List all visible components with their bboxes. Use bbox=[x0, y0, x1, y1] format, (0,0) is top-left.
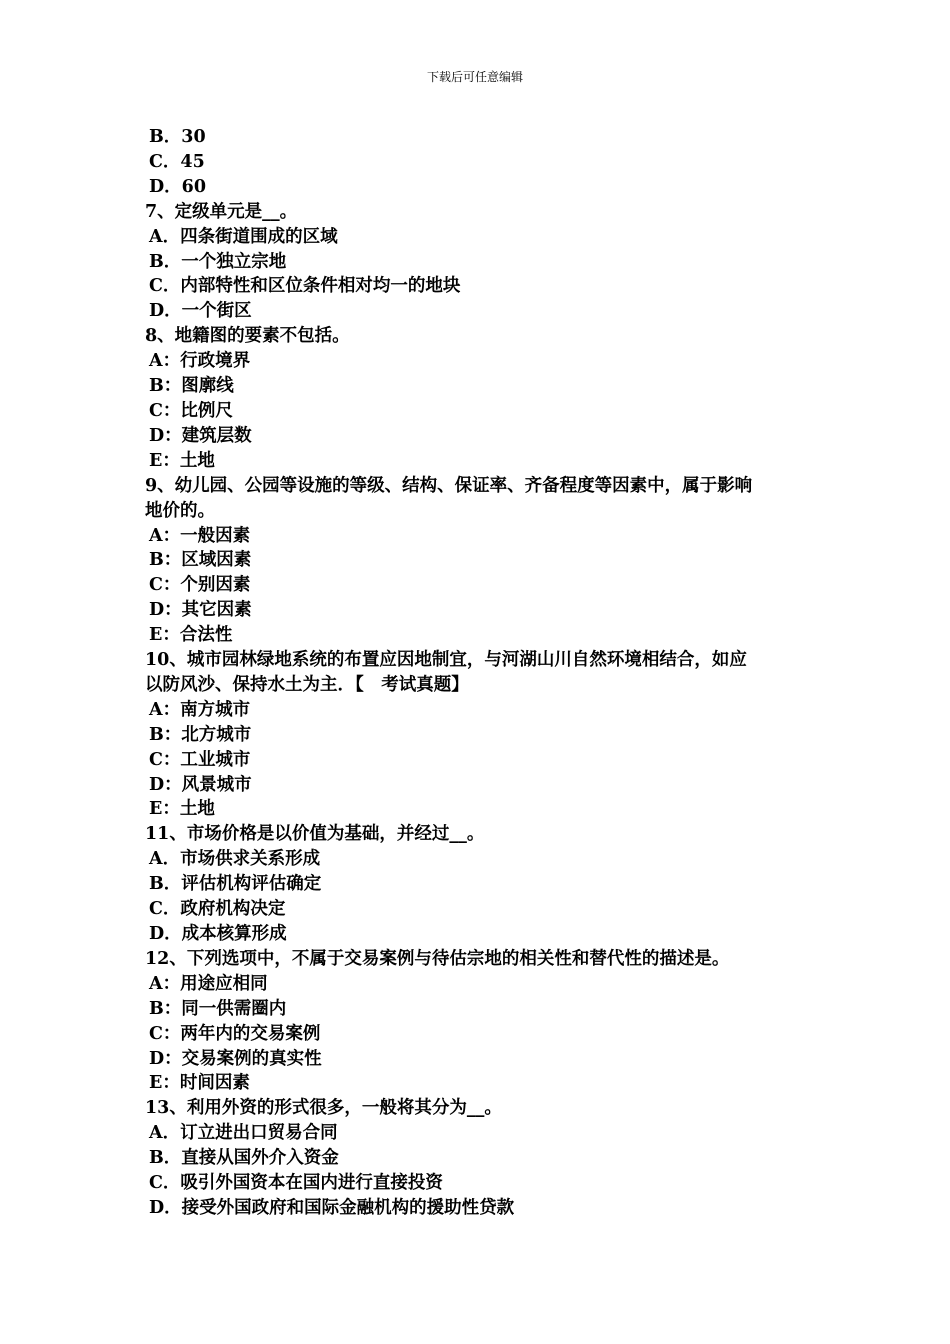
answer-option: A．市场供求关系形成 bbox=[149, 849, 321, 870]
answer-option: B．评估机构评估确定 bbox=[149, 874, 322, 895]
answer-option: D．60 bbox=[149, 176, 207, 197]
question-text: 7、定级单元是__。 bbox=[145, 201, 298, 222]
answer-option: A：一般因素 bbox=[149, 525, 251, 546]
question-text: 12、下列选项中，不属于交易案例与待估宗地的相关性和替代性的描述是。 bbox=[145, 948, 730, 969]
question-text: 11、市场价格是以价值为基础，并经过__。 bbox=[145, 824, 485, 845]
answer-option: C：工业城市 bbox=[149, 749, 251, 770]
question-text: 以防风沙、保持水土为主．【 考试真题】 bbox=[145, 674, 469, 695]
answer-option: E：时间因素 bbox=[149, 1073, 250, 1094]
answer-option: B．直接从国外介入资金 bbox=[149, 1148, 339, 1169]
answer-option: A：南方城市 bbox=[149, 699, 251, 720]
document-body bbox=[145, 125, 810, 1221]
answer-option: C：个别因素 bbox=[149, 575, 251, 596]
answer-option: B．一个独立宗地 bbox=[149, 251, 287, 272]
answer-option: C：比例尺 bbox=[149, 400, 233, 421]
page-header-note: 下载后可任意编辑 bbox=[426, 70, 523, 84]
answer-option: B：北方城市 bbox=[149, 724, 252, 745]
answer-option: D．一个街区 bbox=[149, 301, 252, 322]
answer-option: D：建筑层数 bbox=[149, 425, 252, 446]
question-text: 9、幼儿园、公园等设施的等级、结构、保证率、齐备程度等因素中，属于影响 bbox=[145, 475, 753, 496]
answer-option: A：行政境界 bbox=[149, 351, 251, 372]
answer-option: A：用途应相同 bbox=[149, 973, 268, 994]
answer-option: B：区域因素 bbox=[149, 550, 252, 571]
question-text: 8、地籍图的要素不包括。 bbox=[145, 326, 350, 347]
answer-option: D：交易案例的真实性 bbox=[149, 1048, 322, 1069]
answer-option: E：合法性 bbox=[149, 625, 233, 646]
question-text: 地价的。 bbox=[145, 500, 215, 521]
answer-option: B：图廓线 bbox=[149, 376, 234, 397]
question-text: 13、利用外资的形式很多，一般将其分为__。 bbox=[145, 1098, 502, 1119]
answer-option: A．四条街道围成的区域 bbox=[149, 226, 338, 247]
answer-option: D：风景城市 bbox=[149, 774, 252, 795]
answer-option: C．内部特性和区位条件相对均一的地块 bbox=[149, 276, 461, 297]
answer-option: A．订立进出口贸易合同 bbox=[149, 1123, 338, 1144]
question-text: 10、城市园林绿地系统的布置应因地制宜，与河湖山川自然环境相结合，如应 bbox=[145, 650, 747, 671]
answer-option: D．成本核算形成 bbox=[149, 924, 287, 944]
answer-option: D．接受外国政府和国际金融机构的援助性贷款 bbox=[149, 1197, 515, 1218]
answer-option: C．吸引外国资本在国内进行直接投资 bbox=[149, 1173, 443, 1194]
answer-option: C．45 bbox=[149, 151, 205, 172]
answer-option: B．30 bbox=[149, 127, 206, 147]
answer-option: E：土地 bbox=[149, 450, 215, 471]
answer-option: C．政府机构决定 bbox=[149, 899, 286, 920]
answer-option: D：其它因素 bbox=[149, 600, 252, 621]
answer-option: B：同一供需圈内 bbox=[149, 998, 287, 1019]
answer-option: C：两年内的交易案例 bbox=[149, 1023, 321, 1044]
answer-option: E：土地 bbox=[149, 799, 215, 820]
